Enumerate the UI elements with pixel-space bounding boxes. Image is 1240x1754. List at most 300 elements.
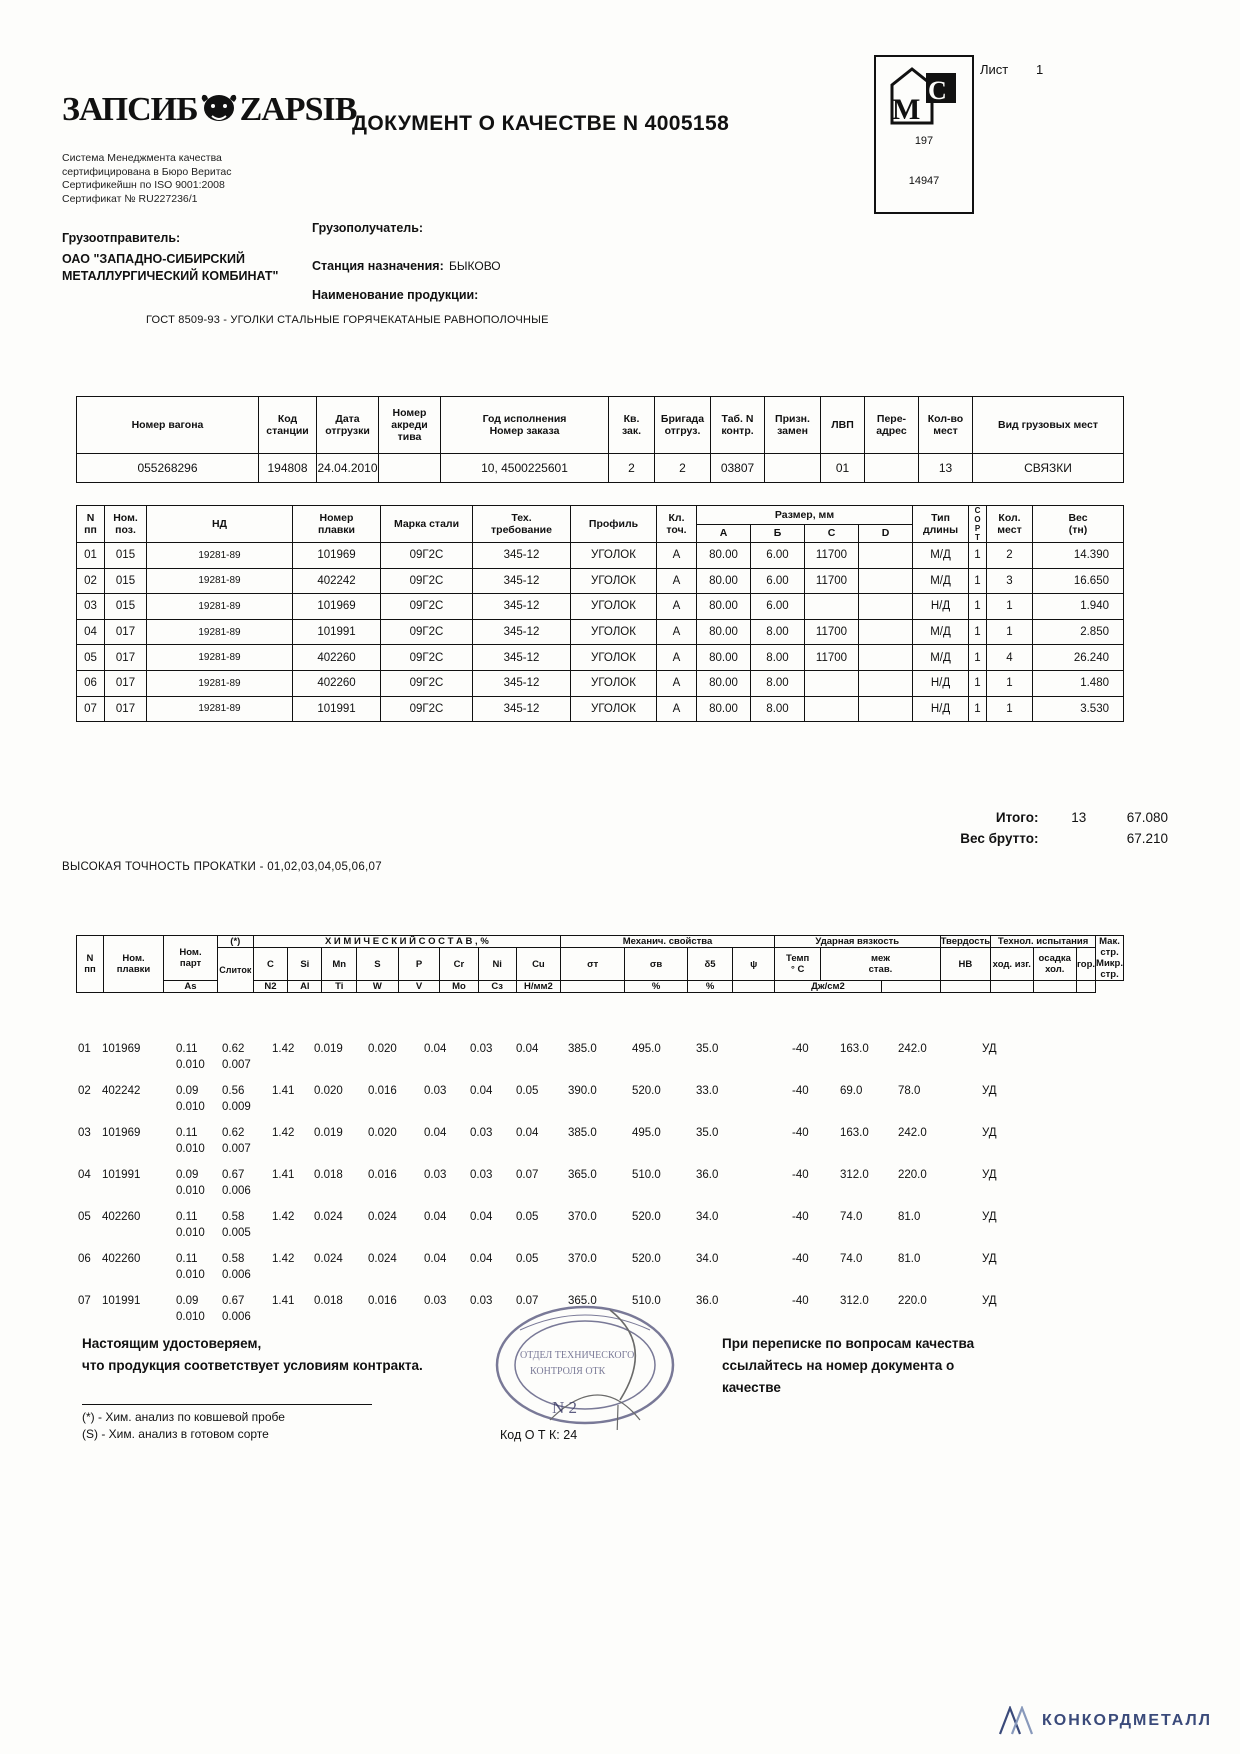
th-size-b: Б [751, 524, 805, 543]
cell-chem-c: 0.09 [176, 1085, 199, 1097]
th-sign-replace [765, 397, 821, 454]
cell-chem-tech: УД [982, 1043, 997, 1055]
cell-chem-tech: УД [982, 1127, 997, 1139]
table-row [77, 619, 1124, 645]
cell-n: 02 [77, 568, 105, 594]
cell-chem-ni: 0.03 [470, 1169, 493, 1181]
wagon-table [76, 396, 1124, 483]
cell-chem-p: 0.024 [368, 1211, 397, 1223]
th-impact-title: Ударная вязкость [774, 936, 940, 948]
cell-grade: 09Г2С [381, 670, 473, 696]
cell-profile: УГОЛОК [571, 543, 657, 569]
cell-size-c [805, 670, 859, 696]
th-cargo-kind [973, 397, 1124, 454]
th-imp-l2: став. [868, 964, 893, 975]
cell-profile: УГОЛОК [571, 594, 657, 620]
cell-chem-c: 0.09 [176, 1295, 199, 1307]
cell-sort: 1 [969, 619, 987, 645]
cell-weight: 3.530 [1033, 696, 1124, 722]
cell-chem-as: 0.010 [176, 1269, 205, 1281]
cell-n: 06 [77, 670, 105, 696]
cell-chem-n: 02 [78, 1085, 91, 1097]
cell-size-d [859, 645, 913, 671]
cell-chem-heat: 402260 [102, 1211, 141, 1223]
cell-size-c [805, 594, 859, 620]
cell-nd: 19281-89 [147, 645, 293, 671]
table-row [77, 670, 1124, 696]
cell-grade: 09Г2С [381, 645, 473, 671]
cell-size-c: 11700 [805, 543, 859, 569]
th-acc-l2: точ. [666, 524, 687, 536]
cell-grade: 09Г2С [381, 594, 473, 620]
certify-line-2: что продукция соответствует условиям контракта. [82, 1358, 423, 1373]
cell-size-b: 8.00 [751, 619, 805, 645]
th-chem-n-l1: N [86, 953, 94, 964]
cell-cargo-kind: СВЯЗКИ [973, 454, 1124, 483]
sheet-label: Лист [980, 62, 1009, 77]
cell-chem-impact-2: 81.0 [898, 1253, 921, 1265]
cell-chem-s: 0.018 [314, 1169, 343, 1181]
th-weight [1033, 506, 1124, 543]
gross-label: Вес брутто: [960, 831, 1039, 846]
cell-chem-mn: 1.41 [272, 1295, 295, 1307]
cell-length-type: М/Д [913, 568, 969, 594]
th-station-code [259, 397, 317, 454]
th-sort-l1: С [974, 506, 981, 515]
th-kind-l1: Вид [998, 419, 1019, 431]
cell-chem-impact-1: 74.0 [840, 1253, 863, 1265]
th-tab-l2: контр. [721, 425, 754, 437]
sheet-number: 1 [1036, 62, 1044, 77]
cell-chem-sigma-t: 365.0 [568, 1295, 597, 1307]
cell-tech: 345-12 [473, 543, 571, 569]
th-accreditive [379, 397, 441, 454]
th-nom-poz [105, 506, 147, 543]
cell-length-type: М/Д [913, 619, 969, 645]
cell-places: 4 [987, 645, 1033, 671]
cell-chem-ni: 0.04 [470, 1253, 493, 1265]
cell-nd: 19281-89 [147, 619, 293, 645]
totals-block [960, 810, 1168, 852]
cell-chem-c: 0.11 [176, 1211, 198, 1223]
cell-chem-impact-2: 78.0 [898, 1085, 921, 1097]
cell-profile: УГОЛОК [571, 619, 657, 645]
analysis-note-1: (*) - Хим. анализ по ковшевой пробе [82, 1410, 285, 1424]
cell-size-b: 8.00 [751, 696, 805, 722]
th-length-type [913, 506, 969, 543]
th-brigade [655, 397, 711, 454]
cell-chem-delta5: 35.0 [696, 1127, 719, 1139]
cell-chem-c: 0.11 [176, 1253, 198, 1265]
cert-line-1: Система Менеджмента качества [62, 152, 222, 164]
cell-chem-n2: 0.005 [222, 1227, 251, 1239]
cell-sort: 1 [969, 696, 987, 722]
th-places-count [919, 397, 973, 454]
total-row [960, 810, 1168, 825]
cell-chem-sigma-t: 385.0 [568, 1043, 597, 1055]
cell-chem-n: 03 [78, 1127, 91, 1139]
cell-n: 03 [77, 594, 105, 620]
cell-chem-delta5: 35.0 [696, 1043, 719, 1055]
th-accuracy [657, 506, 697, 543]
cell-chem-impact-2: 81.0 [898, 1211, 921, 1223]
table-row [77, 645, 1124, 671]
cell-chem-mn: 1.42 [272, 1043, 295, 1055]
cell-chem-temp: -40 [792, 1043, 809, 1055]
th-sign-l1: Призн. [775, 413, 810, 425]
cell-grade: 09Г2С [381, 696, 473, 722]
cell-size-b: 6.00 [751, 594, 805, 620]
cell-chem-s: 0.024 [314, 1253, 343, 1265]
otk-code: Код О Т К: 24 [500, 1428, 578, 1442]
cell-accuracy: А [657, 645, 697, 671]
cell-tech: 345-12 [473, 696, 571, 722]
table-row [76, 1085, 1124, 1127]
cell-chem-sigma-v: 510.0 [632, 1169, 661, 1181]
cell-n: 01 [77, 543, 105, 569]
cell-chem-delta5: 36.0 [696, 1169, 719, 1181]
th-mech-unit: Н/мм2 [516, 981, 560, 993]
cell-weight: 2.850 [1033, 619, 1124, 645]
th-year-l2: Номер заказа [489, 425, 560, 437]
th-n-l1: N [86, 512, 95, 524]
cell-tech: 345-12 [473, 645, 571, 671]
th-chem-title: Х И М И Ч Е С К И Й С О С Т А В , % [253, 936, 560, 948]
cell-chem-impact-1: 163.0 [840, 1043, 869, 1055]
bison-icon [198, 88, 240, 128]
th-heat-number [293, 506, 381, 543]
cell-chem-cr: 0.04 [424, 1211, 447, 1223]
cell-chem-impact-1: 312.0 [840, 1295, 869, 1307]
th-el-n2: N2 [253, 981, 287, 993]
cell-chem-n: 05 [78, 1211, 91, 1223]
th-readdr-l1: Пере- [876, 413, 907, 425]
note-divider [82, 1404, 372, 1405]
th-el-cu: Cu [516, 948, 560, 981]
cell-chem-n2: 0.006 [222, 1185, 251, 1197]
cell-heat: 101991 [293, 696, 381, 722]
cell-poz: 017 [105, 619, 147, 645]
cell-chem-cr: 0.04 [424, 1127, 447, 1139]
th-acc-l1: Кл. [668, 512, 685, 524]
total-label: Итого: [995, 810, 1039, 825]
cell-chem-n: 06 [78, 1253, 91, 1265]
cell-sort: 1 [969, 645, 987, 671]
th-kv-l1: Кв. [623, 413, 640, 425]
cell-size-a: 80.00 [697, 619, 751, 645]
cell-chem-as: 0.010 [176, 1101, 205, 1113]
cell-chem-as: 0.010 [176, 1227, 205, 1239]
mc-mark-icon [884, 65, 962, 127]
cell-size-c: 11700 [805, 568, 859, 594]
cert-line-3: Сертификейшн по ISO 9001:2008 [62, 179, 225, 191]
table-row [76, 1043, 1124, 1085]
cell-chem-impact-1: 163.0 [840, 1127, 869, 1139]
cell-chem-p: 0.016 [368, 1169, 397, 1181]
cell-poz: 017 [105, 696, 147, 722]
stamp-code-bottom: 14947 [908, 175, 940, 187]
cell-chem-cu: 0.05 [516, 1085, 539, 1097]
th-tab-contr [711, 397, 765, 454]
cell-heat: 101969 [293, 594, 381, 620]
th-el-ti: Ti [322, 981, 357, 993]
th-temp-unit [733, 981, 775, 993]
cell-chem-as: 0.010 [176, 1143, 205, 1155]
cell-chem-s: 0.018 [314, 1295, 343, 1307]
table-row [76, 1253, 1124, 1295]
th-kv [609, 397, 655, 454]
th-heat-l1: Номер [319, 512, 354, 524]
cell-length-type: Н/Д [913, 670, 969, 696]
cell-size-c [805, 696, 859, 722]
cell-length-type: М/Д [913, 543, 969, 569]
cell-accuracy: А [657, 543, 697, 569]
cell-chem-p: 0.024 [368, 1253, 397, 1265]
th-places-l1: Кол-во [927, 413, 964, 425]
cell-chem-heat: 101969 [102, 1043, 141, 1055]
cell-chem-tech: УД [982, 1295, 997, 1307]
cell-heat: 402260 [293, 670, 381, 696]
cell-chem-sigma-v: 510.0 [632, 1295, 661, 1307]
th-macro-l3: Микр. [1096, 958, 1123, 969]
th-pl-l1: Кол. [998, 512, 1021, 524]
cert-line-2: сертифицирована в Бюро Веритас [62, 165, 232, 178]
chemical-composition-table [76, 935, 1124, 993]
cell-size-c: 11700 [805, 645, 859, 671]
th-tech-l2: требование [491, 524, 552, 536]
th-poz-l1: Ном. [113, 512, 138, 524]
cell-chem-n2: 0.009 [222, 1101, 251, 1113]
shipper-name-line1: ОАО "ЗАПАДНО-СИБИРСКИЙ [62, 252, 246, 266]
cell-sort: 1 [969, 594, 987, 620]
cell-places: 3 [987, 568, 1033, 594]
th-mech-unit-blank [561, 981, 625, 993]
th-places-l2: мест [933, 425, 958, 437]
cell-chem-c: 0.09 [176, 1169, 199, 1181]
cell-chem-mn: 1.41 [272, 1169, 295, 1181]
th-star: (*) [217, 936, 253, 948]
svg-text:КОНТРОЛЯ ОТК: КОНТРОЛЯ ОТК [530, 1366, 606, 1377]
cell-chem-heat: 402242 [102, 1085, 141, 1097]
th-lvp: ЛВП [821, 397, 865, 454]
cell-sort: 1 [969, 543, 987, 569]
th-tech-blank1 [940, 981, 991, 993]
cell-n: 04 [77, 619, 105, 645]
cell-chem-sigma-t: 370.0 [568, 1211, 597, 1223]
cell-chem-tech: УД [982, 1211, 997, 1223]
cell-tab-contr: 03807 [711, 454, 765, 483]
cell-kv: 2 [609, 454, 655, 483]
th-tech-bend: ход. изг. [991, 948, 1033, 981]
cell-chem-cr: 0.04 [424, 1043, 447, 1055]
cell-chem-delta5: 34.0 [696, 1253, 719, 1265]
cell-chem-ni: 0.03 [470, 1127, 493, 1139]
cell-chem-impact-2: 242.0 [898, 1127, 927, 1139]
th-tech-l1: Тех. [511, 512, 532, 524]
cell-chem-cu: 0.05 [516, 1253, 539, 1265]
th-tech-cold: осадка хол. [1033, 948, 1076, 981]
seal-number: N 2 [552, 1398, 578, 1417]
cell-chem-tech: УД [982, 1085, 997, 1097]
th-chem-heat [103, 936, 163, 993]
cell-weight: 26.240 [1033, 645, 1124, 671]
product-name-label: Наименование продукции: [312, 288, 479, 302]
cell-chem-ni: 0.04 [470, 1211, 493, 1223]
cell-chem-si: 0.62 [222, 1127, 245, 1139]
gost-product-line: ГОСТ 8509-93 - УГОЛКИ СТАЛЬНЫЕ ГОРЯЧЕКАТАНЫЕ РАВНОПОЛОЧНЫЕ [146, 314, 549, 326]
cell-chem-sigma-t: 365.0 [568, 1169, 597, 1181]
cell-chem-delta5: 36.0 [696, 1295, 719, 1307]
th-mech-title: Механич. свойства [561, 936, 775, 948]
cell-station-code: 194808 [259, 454, 317, 483]
th-steel-grade: Марка стали [381, 506, 473, 543]
th-heat-l2: плавки [317, 524, 356, 536]
cell-chem-as: 0.010 [176, 1185, 205, 1197]
page-title: ДОКУМЕНТ О КАЧЕСТВЕ N 4005158 [352, 112, 730, 135]
cell-sort: 1 [969, 670, 987, 696]
th-pl-l2: мест [997, 524, 1022, 536]
cell-poz: 017 [105, 645, 147, 671]
cell-chem-heat: 101991 [102, 1169, 141, 1181]
cell-chem-impact-2: 220.0 [898, 1169, 927, 1181]
th-el-w: W [357, 981, 399, 993]
th-ingot: Слиток [217, 948, 253, 993]
th-el-v: V [398, 981, 440, 993]
cell-chem-s: 0.020 [314, 1085, 343, 1097]
th-macro-blank [1076, 981, 1095, 993]
cell-tech: 345-12 [473, 619, 571, 645]
cell-chem-as: 0.010 [176, 1059, 205, 1071]
gross-weight: 67.210 [1126, 831, 1168, 846]
cell-chem-heat: 101991 [102, 1295, 141, 1307]
th-kv-l2: зак. [621, 425, 642, 437]
cell-chem-c: 0.11 [176, 1127, 198, 1139]
correspondence-line-1: При переписке по вопросам качества [722, 1336, 975, 1351]
table-row [76, 1127, 1124, 1169]
cell-chem-ni: 0.04 [470, 1085, 493, 1097]
chem-header-row-1 [77, 936, 1124, 948]
cell-poz: 015 [105, 543, 147, 569]
cell-chem-impact-2: 220.0 [898, 1295, 927, 1307]
th-temp-l2: ° C [791, 964, 805, 975]
th-impact-unit: Дж/см2 [774, 981, 881, 993]
th-el-sz: Сз [478, 981, 516, 993]
cell-tech: 345-12 [473, 670, 571, 696]
cell-size-d [859, 619, 913, 645]
cert-line-4: Сертификат № RU227236/1 [62, 192, 198, 205]
th-tech-title: Технол. испытания [991, 936, 1096, 948]
cell-tech: 345-12 [473, 568, 571, 594]
th-imp-l1: меж [871, 953, 890, 964]
th-wagon-number: Номер вагона [77, 397, 259, 454]
cell-size-d [859, 670, 913, 696]
th-mech-pct1: % [625, 981, 687, 993]
cell-nd: 19281-89 [147, 594, 293, 620]
logo-text-left: ЗАПСИБ [62, 91, 198, 128]
cell-chem-n2: 0.006 [222, 1269, 251, 1281]
cell-size-d [859, 594, 913, 620]
cell-chem-cr: 0.03 [424, 1085, 447, 1097]
cell-chem-si: 0.62 [222, 1043, 245, 1055]
cell-chem-cu: 0.04 [516, 1043, 539, 1055]
shipper-name-line2: МЕТАЛЛУРГИЧЕСКИЙ КОМБИНАТ" [62, 269, 279, 283]
cell-accuracy: А [657, 568, 697, 594]
cell-chem-temp: -40 [792, 1085, 809, 1097]
th-accred-l2: акреди [391, 419, 428, 431]
cell-chem-sigma-v: 520.0 [632, 1211, 661, 1223]
spec-header-row-1 [77, 506, 1124, 525]
cell-poz: 015 [105, 594, 147, 620]
cell-tech: 345-12 [473, 594, 571, 620]
cell-accuracy: А [657, 670, 697, 696]
th-chem-part-l1: Ном. [179, 947, 202, 958]
cell-wagon-number: 055268296 [77, 454, 259, 483]
th-hb-blank [881, 981, 940, 993]
cell-size-a: 80.00 [697, 594, 751, 620]
cell-sort: 1 [969, 568, 987, 594]
cell-grade: 09Г2С [381, 543, 473, 569]
cell-year-order: 10, 4500225601 [441, 454, 609, 483]
th-el-si: Si [288, 948, 322, 981]
th-macro-title [1096, 936, 1124, 981]
cell-chem-c: 0.11 [176, 1043, 198, 1055]
company-logo [62, 88, 357, 134]
konkord-text: КОНКОРДМЕТАЛЛ [1041, 1712, 1212, 1729]
consignee-label: Грузополучатель: [312, 221, 424, 235]
cell-chem-heat: 101969 [102, 1127, 141, 1139]
cell-lvp: 01 [821, 454, 865, 483]
cell-chem-impact-1: 69.0 [840, 1085, 863, 1097]
cell-chem-p: 0.020 [368, 1043, 397, 1055]
th-hardness-title: Твердость [940, 936, 991, 947]
th-ship-date-l1: Дата [335, 413, 360, 425]
cell-grade: 09Г2С [381, 619, 473, 645]
th-sort-l2: О [974, 515, 981, 524]
table-row [77, 543, 1124, 569]
th-len-l1: Тип [931, 512, 950, 524]
cell-sign-replace [765, 454, 821, 483]
cell-chem-s: 0.024 [314, 1211, 343, 1223]
cell-poz: 015 [105, 568, 147, 594]
cell-places: 13 [919, 454, 973, 483]
gross-row [960, 831, 1168, 846]
cell-chem-cr: 0.03 [424, 1169, 447, 1181]
cell-ship-date: 24.04.2010 [317, 454, 379, 483]
quality-stamp-box [874, 55, 974, 214]
cell-chem-mn: 1.42 [272, 1211, 295, 1223]
th-chem-heat-l1: Ном. [122, 953, 145, 964]
th-tech-blank3 [1033, 981, 1076, 993]
th-accred-l1: Номер [392, 407, 427, 419]
th-station-code-l1: Код [277, 413, 298, 425]
cell-size-a: 80.00 [697, 543, 751, 569]
cell-chem-si: 0.58 [222, 1211, 245, 1223]
th-el-p: P [398, 948, 440, 981]
th-chem-n [77, 936, 104, 993]
th-psi: ψ [733, 948, 775, 981]
th-tech-req [473, 506, 571, 543]
th-places [987, 506, 1033, 543]
cell-chem-temp: -40 [792, 1295, 809, 1307]
th-year-l1: Год исполнения [482, 413, 567, 425]
cell-accuracy: А [657, 594, 697, 620]
cell-chem-n2: 0.006 [222, 1311, 251, 1323]
cell-chem-sigma-t: 370.0 [568, 1253, 597, 1265]
cell-length-type: Н/Д [913, 696, 969, 722]
cell-chem-temp: -40 [792, 1169, 809, 1181]
th-nd: НД [147, 506, 293, 543]
th-n-l2: пп [84, 524, 97, 536]
